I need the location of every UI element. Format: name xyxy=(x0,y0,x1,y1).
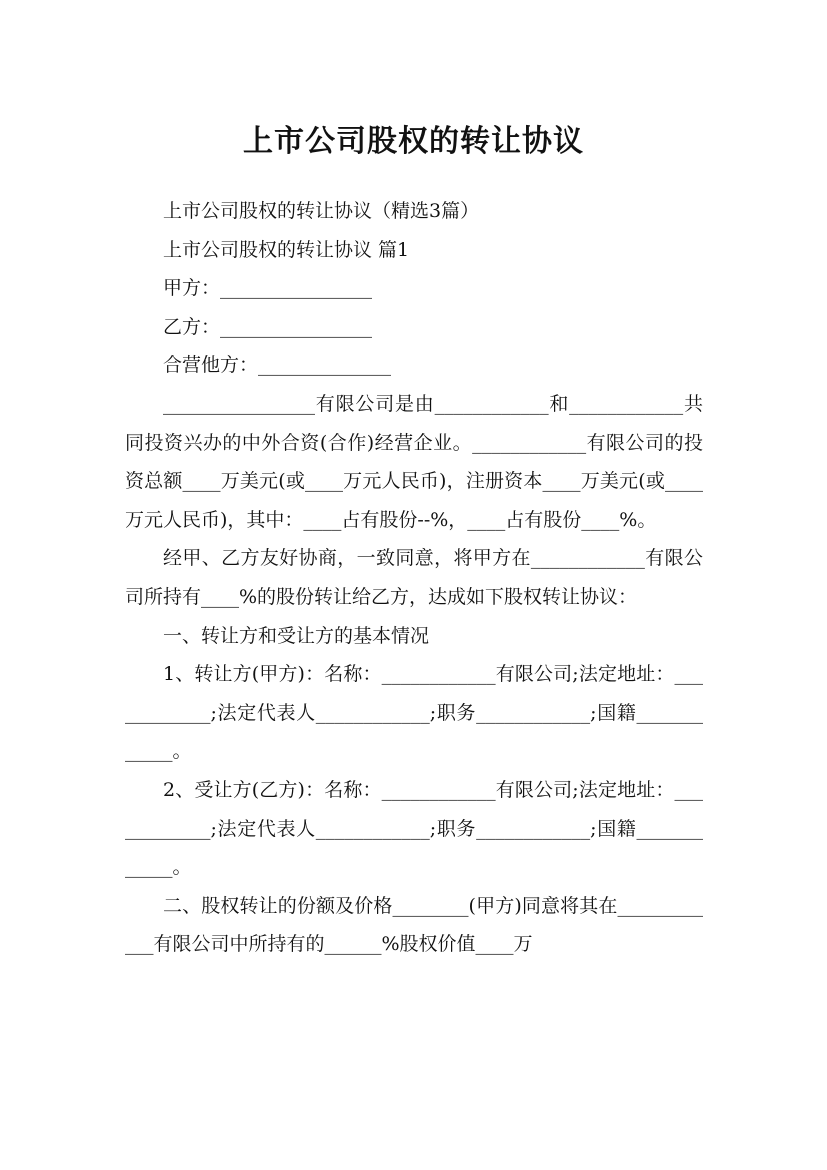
transferee-info-paragraph: 2、受让方(乙方)：名称：____________有限公司;法定地址：____________;法定代表人____________;职务____________;国籍____________。 xyxy=(125,778,703,879)
transferor-info-paragraph: 1、转让方(甲方)：名称：____________有限公司;法定地址：____________;法定代表人____________;职务____________;国籍____________。 xyxy=(125,663,703,763)
other-party-line: 合营他方：______________ xyxy=(163,354,392,377)
subtitle-paragraph: 上市公司股权的转让协议（精选3篇） xyxy=(163,200,480,222)
document-body xyxy=(125,192,703,964)
agreement-intro-paragraph: 经甲、乙方友好协商，一致同意，将甲方在____________有限公司所持有____%的股份转让给乙方，达成如下股权转让协议： xyxy=(125,547,703,608)
party-a-line: 甲方：________________ xyxy=(163,277,373,300)
party-b-line: 乙方：________________ xyxy=(163,315,373,338)
section-heading: 上市公司股权的转让协议 篇1 xyxy=(163,238,410,261)
clause-2-paragraph: 二、股权转让的份额及价格________(甲方)同意将其在____________有限公司中所持有的______%股权价值____万 xyxy=(125,894,703,956)
document-title: 上市公司股权的转让协议 xyxy=(243,124,584,160)
clause-1-heading: 一、转让方和受让方的基本情况 xyxy=(163,624,430,647)
company-description-paragraph: ________________有限公司是由____________和____________共同投资兴办的中外合资(合作)经营企业。____________有限公司的投资总额____万美元(或____万元人民币)，注册资本____万美元(或____万元人民币)，其中：____占有股份--%，____占有股份____%。 xyxy=(125,392,703,531)
